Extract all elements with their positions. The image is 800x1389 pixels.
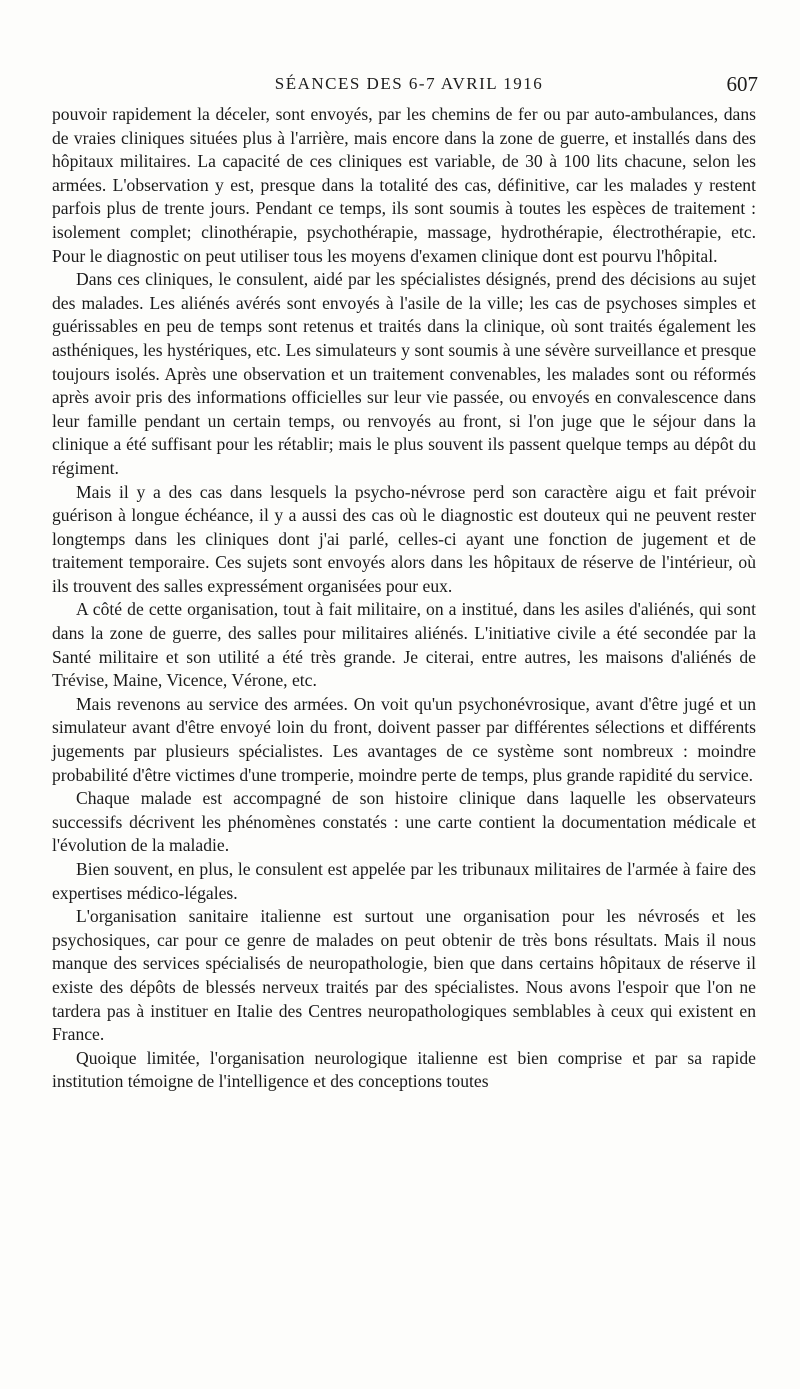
paragraph-3: Mais il y a des cas dans lesquels la psycho-névrose perd son caractère aigu et fait prévoir guérison à longue échéance, il y a aussi des cas où le diagnostic est douteux qui ne peuvent rester longtemps dans les cliniques dont j'ai parlé, celles-ci ayant une fonction de jugement et de traitement temporaire. Ces sujets sont envoyés alors dans les hôpitaux de réserve de l'intérieur, où ils trouvent des salles expressément organisées pour eux. [52,481,756,596]
paragraph-1: pouvoir rapidement la déceler, sont envoyés, par les chemins de fer ou par auto-ambulances, dans de vraies cliniques situées plus à l'arrière, mais encore dans la zone de guerre, et installés dans des hôpitaux militaires. La capacité de ces cliniques est variable, de 30 à 100 lits chacune, selon les armées. L'observation y est, presque dans la totalité des cas, définitive, car les malades y restent parfois plus de trente jours. Pendant ce temps, ils sont soumis à toutes les espèces de traitement : isolement complet; clinothérapie, psychothérapie, massage, hydrothérapie, électrothérapie, etc. Pour le diagnostic on peut utiliser tous les moyens d'examen clinique dont est pourvu l'hôpital. [52,104,756,266]
paragraph-5: Mais revenons au service des armées. On voit qu'un psychonévrosique, avant d'être jugé et un simulateur avant d'être envoyé loin du front, doivent passer par différentes sélections et différents jugements par plusieurs spécialistes. Les avantages de ce système sont nombreux : moindre probabilité d'être victimes d'une tromperie, moindre perte de temps, plus grande rapidité du service. [52,693,756,785]
page-number: 607 [726,72,758,96]
body-text [52,103,756,1094]
paragraph-6: Chaque malade est accompagné de son histoire clinique dans laquelle les observateurs successifs décrivent les phénomènes constatés : une carte contient la documentation médicale et l'évolution de la maladie. [52,788,756,856]
paragraph-7: Bien souvent, en plus, le consulent est appelée par les tribunaux militaires de l'armée à faire des expertises médico-légales. [52,859,756,903]
paragraph-4: A côté de cette organisation, tout à fait militaire, on a institué, dans les asiles d'aliénés, qui sont dans la zone de guerre, des salles pour militaires aliénés. L'initiative civile a été secondée par la Santé militaire et son utilité a été très grande. Je citerai, entre autres, les maisons d'aliénés de Trévise, Maine, Vicence, Vérone, etc. [52,599,756,691]
running-header [60,70,758,98]
running-title: SÉANCES DES 6-7 AVRIL 1916 [274,74,544,93]
paragraph-2: Dans ces cliniques, le consulent, aidé par les spécialistes désignés, prend des décisions au sujet des malades. Les aliénés avérés sont envoyés à l'asile de la ville; les cas de psychoses simples et guérissables en peu de temps sont retenus et traités dans la clinique, où sont traités également les asthéniques, les hystériques, etc. Les simulateurs y sont soumis à une sévère surveillance et presque toujours isolés. Après une observation et un traitement convenables, les malades sont ou réformés après avoir pris des informations officielles sur leur vie passée, ou envoyés en convalescence dans leur famille pendant un certain temps, ou renvoyés au front, si l'on juge que le séjour dans la clinique a été suffisant pour les rétablir; mais le plus souvent ils passent quelque temps au dépôt du régiment. [52,269,756,478]
paragraph-8: L'organisation sanitaire italienne est surtout une organisation pour les névrosés et les psychosiques, car pour ce genre de malades on peut obtenir de très bons résultats. Mais il nous manque des services spécialisés de neuropathologie, bien que dans certains hôpitaux de réserve il existe des dépôts de blessés nerveux traités par des spécialistes. Nous avons l'espoir que l'on ne tardera pas à instituer en Italie des Centres neuropathologiques semblables à ceux qui existent en France. [52,906,756,1045]
paragraph-9: Quoique limitée, l'organisation neurologique italienne est bien comprise et par sa rapide institution témoigne de l'intelligence et des conceptions toutes [52,1047,756,1092]
